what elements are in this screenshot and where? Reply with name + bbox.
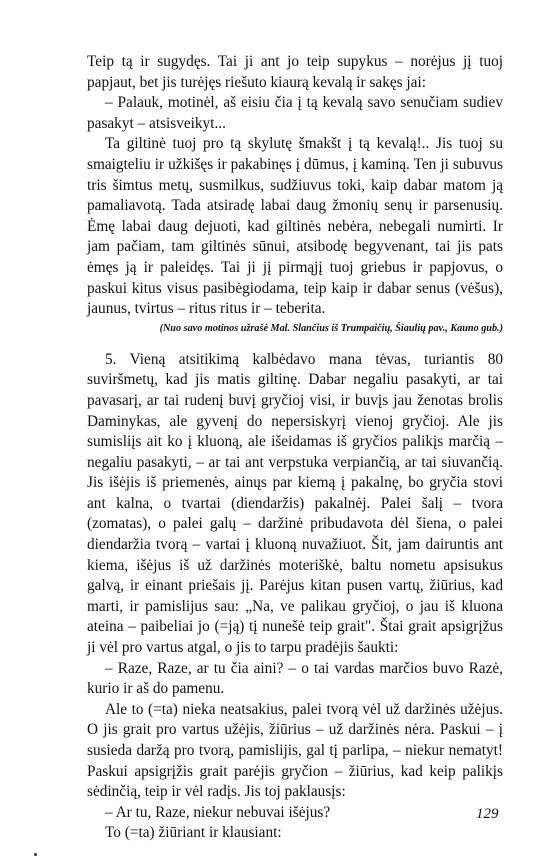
paragraph: – Palauk, motinėl, aš eisiu čia į tą kevalą savo senučiam sudiev pasakyt – atsisveikyt... xyxy=(87,94,503,132)
paragraph: Ale to (=ta) nieka neatsakius, palei tvorą vėl už daržinės užėjus. O jis grait pro vartus užėjis, žiūrius – už daržinės nėra. Paskui – į susieda daržą pro tvorą, pamislijis, gal tį parlipa, – niekur nematyt! Paskui apsigrįžis grait parėjis gryčion – žiūrius, kad keip palikįs sėdinčią, teip ir vėl radįs. Jis toj paklausįs: xyxy=(87,700,503,801)
paragraph: – Ar tu, Raze, niekur nebuvai išėjus? xyxy=(105,803,331,821)
page-body xyxy=(87,52,503,844)
source-note: (Nuo savo motinos užrašė Mal. Slančius iš Trumpaičių, Šiaulių pav., Kauno gub.) xyxy=(159,322,503,334)
paragraph: 5. Vieną atsitikimą kalbėdavo mana tėvas, turiantis 80 suviršmetų, kad jis matis giltinę. Dabar negaliu pasakyti, ar tai pavasarį, ar tai rudenį buvį gryčioj visi, ir buvįs jau ženotas brolis Daminykas, ale gyvenį do nepersiskyrį vienoj gryčioj. Ale jis sumisliįs ait ko į kluoną, ale išeidamas iš gryčios palikįs marčią – negaliu pasakyti, – ar tai ant verpstuka verpiančią, ar tai siuvančią. Jis išėjis iš priemenės, ainųs par kiemą į pakalnę, bo gryčia stovi ant kalna, o tvartai (diendaržis) pakalnėj. Palei šalį – tvora (zomatas), o palei galų – daržinė pribudavota dėl šiena, o palei diendaržia tvorą – vartai į kluoną nuvažiuot. Šit, jam dairuntis ant kiema, išėjus iš už daržinės moteriškė, baltu nometu apsisukus galvą, ir einant priešais jį. Parėjus kitan pusen vartų, žiūrius, kad marti, ir pamislijus sau: „Na, ve palikau gryčioj, o jau iš kluona ateina – paibeliai jo (=ją) tį nunešė teip grait". Štai grait apsigrįžus ji vėl pro vartus atgal, o jis to tarpu pradėjis šaukti: xyxy=(87,350,503,657)
paragraph: Ta giltinė tuoj pro tą skylutę šmakšt į tą kevalą!.. Jis tuoj su smaigteliu ir užkišęs ir pakabinęs į dūmus, į kaminą. Ten ji subuvus tris šimtus metų, susmilkus, sudžiuvus toki, kaip dabar matom ją pamaliavotą. Tada atsiradę labai daug žmonių senų ir parsenusių. Ėmę labai daug dejuoti, kad giltinės nebėra, nebegali numirti. Ir jam pačiam, tam giltinės sūnui, atsibodę begyvenant, tai jis pats ėmęs ją ir paleidęs. Tai ji jį pirmąjį tuoj griebus ir papjovus, o paskui kitus visus pasibėgiodama, teip kaip ir dabar senus (vėšus), jaunus, tvirtus – ritus ritus ir – teberita. xyxy=(87,135,503,318)
page-number: 129 xyxy=(476,806,499,822)
paragraph: – Raze, Raze, ar tu čia aini? – o tai vardas marčios buvo Razė, kurio ir aš do pamenu. xyxy=(87,659,503,698)
paragraph: To (=ta) žiūriant ir klausiant: xyxy=(105,824,282,842)
scan-speck xyxy=(34,853,37,856)
paragraph: Teip tą ir sugydęs. Tai ji ant jo teip supykus – norėjus jį tuoj papjaut, bet jis turėjęs riešuto kiaurą kevalą ir sakęs jai: xyxy=(87,53,503,91)
